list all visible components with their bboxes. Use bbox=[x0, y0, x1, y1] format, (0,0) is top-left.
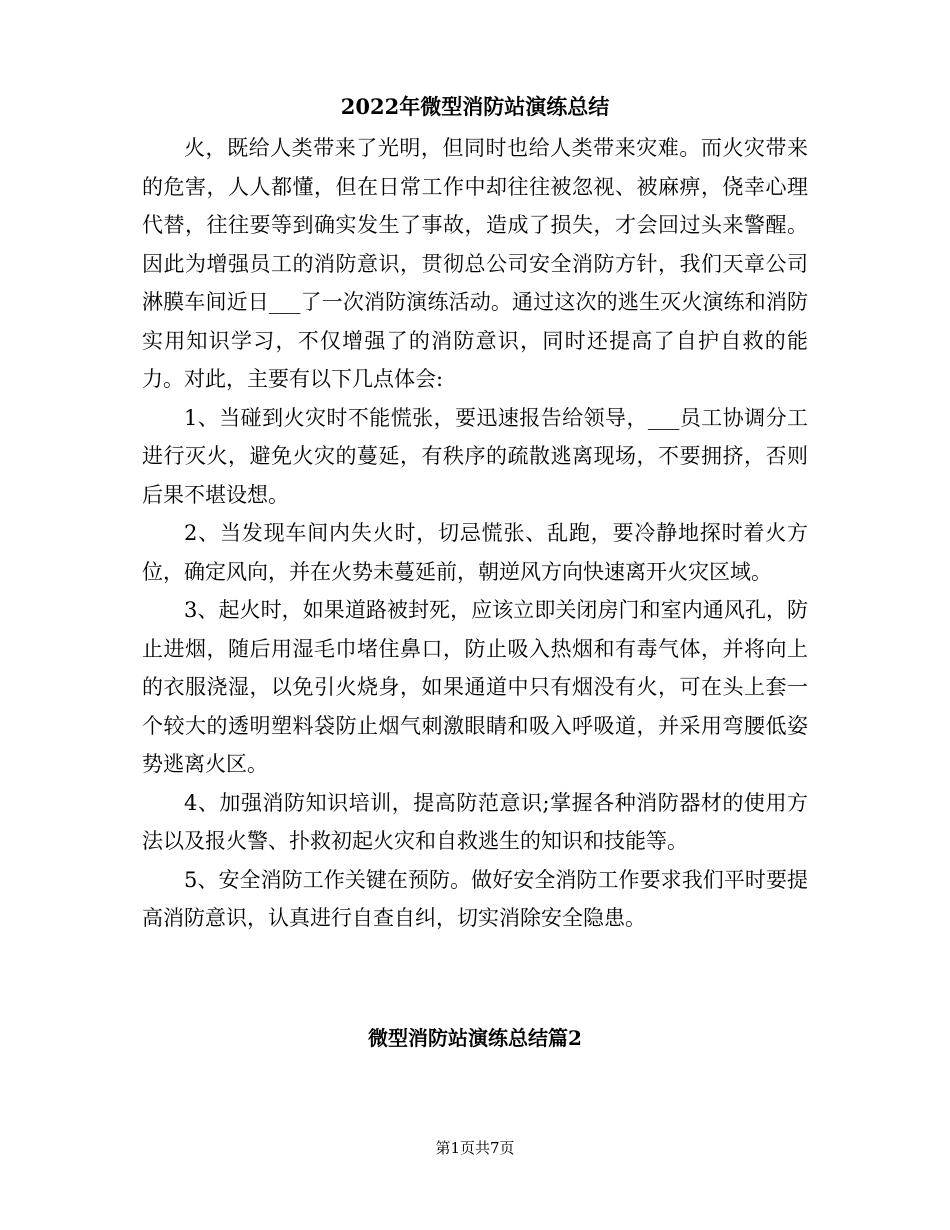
paragraph-point-1: 1、当碰到火灾时不能慌张，要迅速报告给领导，___员工协调分工进行灭火，避免火灾的蔓延，有秩序的疏散逃离现场，不要拥挤，否则后果不堪设想。 bbox=[142, 405, 808, 507]
document-title: 2022年微型消防站演练总结 bbox=[340, 94, 610, 119]
paragraph-point-5: 5、安全消防工作关键在预防。做好安全消防工作要求我们平时要提高消防意识，认真进行自查自纠，切实消除安全隐患。 bbox=[142, 867, 808, 930]
paragraph-point-3: 3、起火时，如果道路被封死，应该立即关闭房门和室内通风孔，防止进烟，随后用湿毛巾堵住鼻口，防止吸入热烟和有毒气体，并将向上的衣服浇湿，以免引火烧身，如果通道中只有烟没有火，可在头上套一个较大的透明塑料袋防止烟气刺激眼睛和吸入呼吸道，并采用弯腰低姿势逃离火区。 bbox=[142, 598, 808, 776]
paragraph-point-4: 4、加强消防知识培训，提高防范意识;掌握各种消防器材的使用方法以及报火警、扑救初起火灾和自救逃生的知识和技能等。 bbox=[142, 790, 808, 853]
paragraph-point-2: 2、当发现车间内失火时，切忌慌张、乱跑，要冷静地探时着火方位，确定风向，并在火势未蔓延前，朝逆风方向快速离开火灾区域。 bbox=[142, 521, 808, 584]
document-body bbox=[142, 129, 808, 938]
paragraph-intro: 火，既给人类带来了光明，但同时也给人类带来灾难。而火灾带来的危害，人人都懂，但在日常工作中却往往被忽视、被麻痹，侥幸心理代替，往往要等到确实发生了事故，造成了损失，才会回过头来警醒。因此为增强员工的消防意识，贯彻总公司安全消防方针，我们天章公司淋膜车间近日___了一次消防演练活动。通过这次的逃生灭火演练和消防实用知识学习，不仅增强了的消防意识，同时还提高了自护自救的能力。对此，主要有以下几点体会: bbox=[142, 136, 808, 391]
section-title: 微型消防站演练总结篇2 bbox=[368, 1026, 582, 1050]
page-footer: 第1页共7页 bbox=[435, 1139, 515, 1157]
